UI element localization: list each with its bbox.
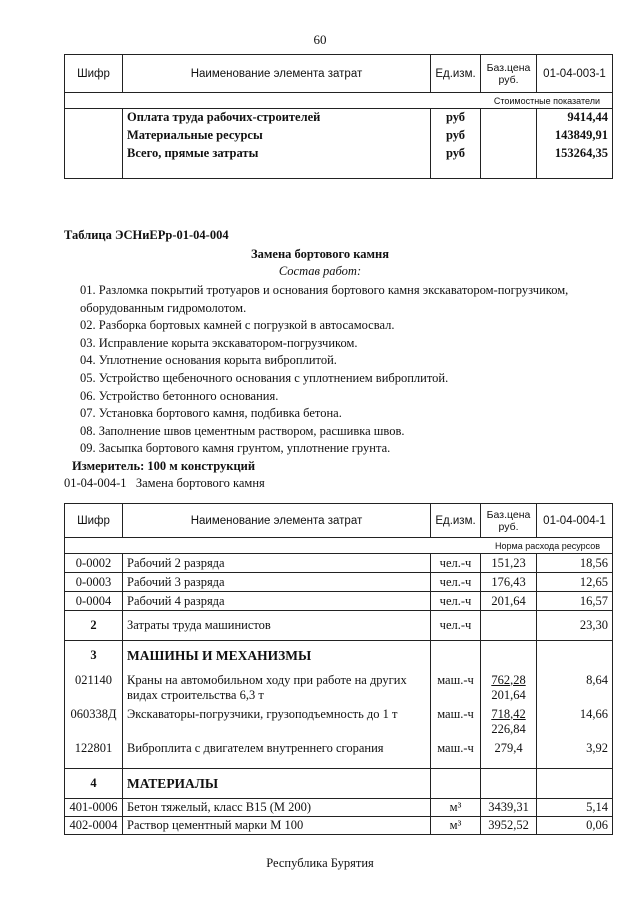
table-title: Таблица ЭСНиЕРр-01-04-004 — [64, 228, 229, 242]
header-code: Шифр — [65, 504, 123, 538]
row-value: 143849,91 — [537, 127, 613, 145]
section-row: 4 МАТЕРИАЛЫ — [65, 769, 613, 799]
table-row: 0-0003 Рабочий 3 разряда чел.-ч 176,43 12,65 — [65, 573, 613, 592]
row-name: Всего, прямые затраты — [123, 145, 431, 163]
header-unit: Ед.изм. — [431, 504, 481, 538]
section-row: 3 МАШИНЫ И МЕХАНИЗМЫ — [65, 641, 613, 671]
row-name: Материальные ресурсы — [123, 127, 431, 145]
list-item: 02. Разборка бортовых камней с погрузкой в автосамосвал. — [80, 318, 395, 333]
works-list — [80, 282, 600, 458]
header-price: Баз.цена руб. — [481, 504, 537, 538]
row-unit: руб — [431, 109, 481, 127]
cost-table — [64, 54, 613, 179]
header-unit: Ед.изм. — [431, 55, 481, 93]
row-value: 9414,44 — [537, 109, 613, 127]
table-row: 2 Затраты труда машинистов чел.-ч 23,30 — [65, 611, 613, 641]
list-item: 01. Разломка покрытий тротуаров и основания бортового камня экскаватором-погрузчиком, оборудованным гидромолотом. — [80, 283, 569, 315]
subheader: Норма расхода ресурсов — [65, 538, 613, 554]
header-code: Шифр — [65, 55, 123, 93]
meter: Измеритель: 100 м конструкций — [72, 459, 256, 473]
section-subtitle: Состав работ: — [278, 264, 362, 278]
list-item: 06. Устройство бетонного основания. — [80, 388, 279, 403]
row-value: 153264,35 — [537, 145, 613, 163]
list-item: 09. Засыпка бортового камня грунтом, уплотнение грунта. — [80, 441, 391, 456]
table-row: 122801 Виброплита с двигателем внутреннего сгорания маш.-ч 279,4 3,92 — [65, 739, 613, 769]
row-unit: руб — [431, 145, 481, 163]
list-item: 08. Заполнение швов цементным раствором, расшивка швов. — [80, 423, 405, 438]
header-item: 01-04-003-1 — [537, 55, 613, 93]
row-name: Оплата труда рабочих-строителей — [123, 109, 431, 127]
list-item: 04. Уплотнение основания корыта виброплитой. — [80, 353, 337, 368]
subheader: Стоимостные показатели — [65, 93, 613, 109]
list-item: 03. Исправление корыта экскаватором-погрузчиком. — [80, 335, 358, 350]
list-item: 05. Устройство щебеночного основания с уплотнением виброплитой. — [80, 370, 449, 385]
table-row: 402-0004 Раствор цементный марки М 100 м³ 3952,52 0,06 — [65, 817, 613, 835]
header-price: Баз.цена руб. — [481, 55, 537, 93]
page-number: 60 — [313, 32, 327, 47]
header-name: Наименование элемента затрат — [123, 55, 431, 93]
header-name: Наименование элемента затрат — [123, 504, 431, 538]
table-row: 0-0004 Рабочий 4 разряда чел.-ч 201,64 16,57 — [65, 592, 613, 611]
code-line: 01-04-004-1 Замена бортового камня — [64, 476, 265, 490]
header-item: 01-04-004-1 — [537, 504, 613, 538]
resource-table — [64, 503, 613, 835]
section-title: Замена бортового камня — [251, 247, 389, 261]
table-row: 401-0006 Бетон тяжелый, класс В15 (М 200) м³ 3439,31 5,14 — [65, 799, 613, 817]
row-unit: руб — [431, 127, 481, 145]
table-row: 021140 Краны на автомобильном ходу при работе на других видах строительства 6,3 т маш.-ч 762,28 201,64 8,64 — [65, 671, 613, 705]
list-item: 07. Установка бортового камня, подбивка бетона. — [80, 406, 342, 421]
page-footer: Республика Бурятия — [266, 856, 374, 870]
table-row: 0-0002 Рабочий 2 разряда чел.-ч 151,23 18,56 — [65, 554, 613, 573]
table-row: 060338Д Экскаваторы-погрузчики, грузоподъемность до 1 т маш.-ч 718,42 226,84 14,66 — [65, 705, 613, 739]
